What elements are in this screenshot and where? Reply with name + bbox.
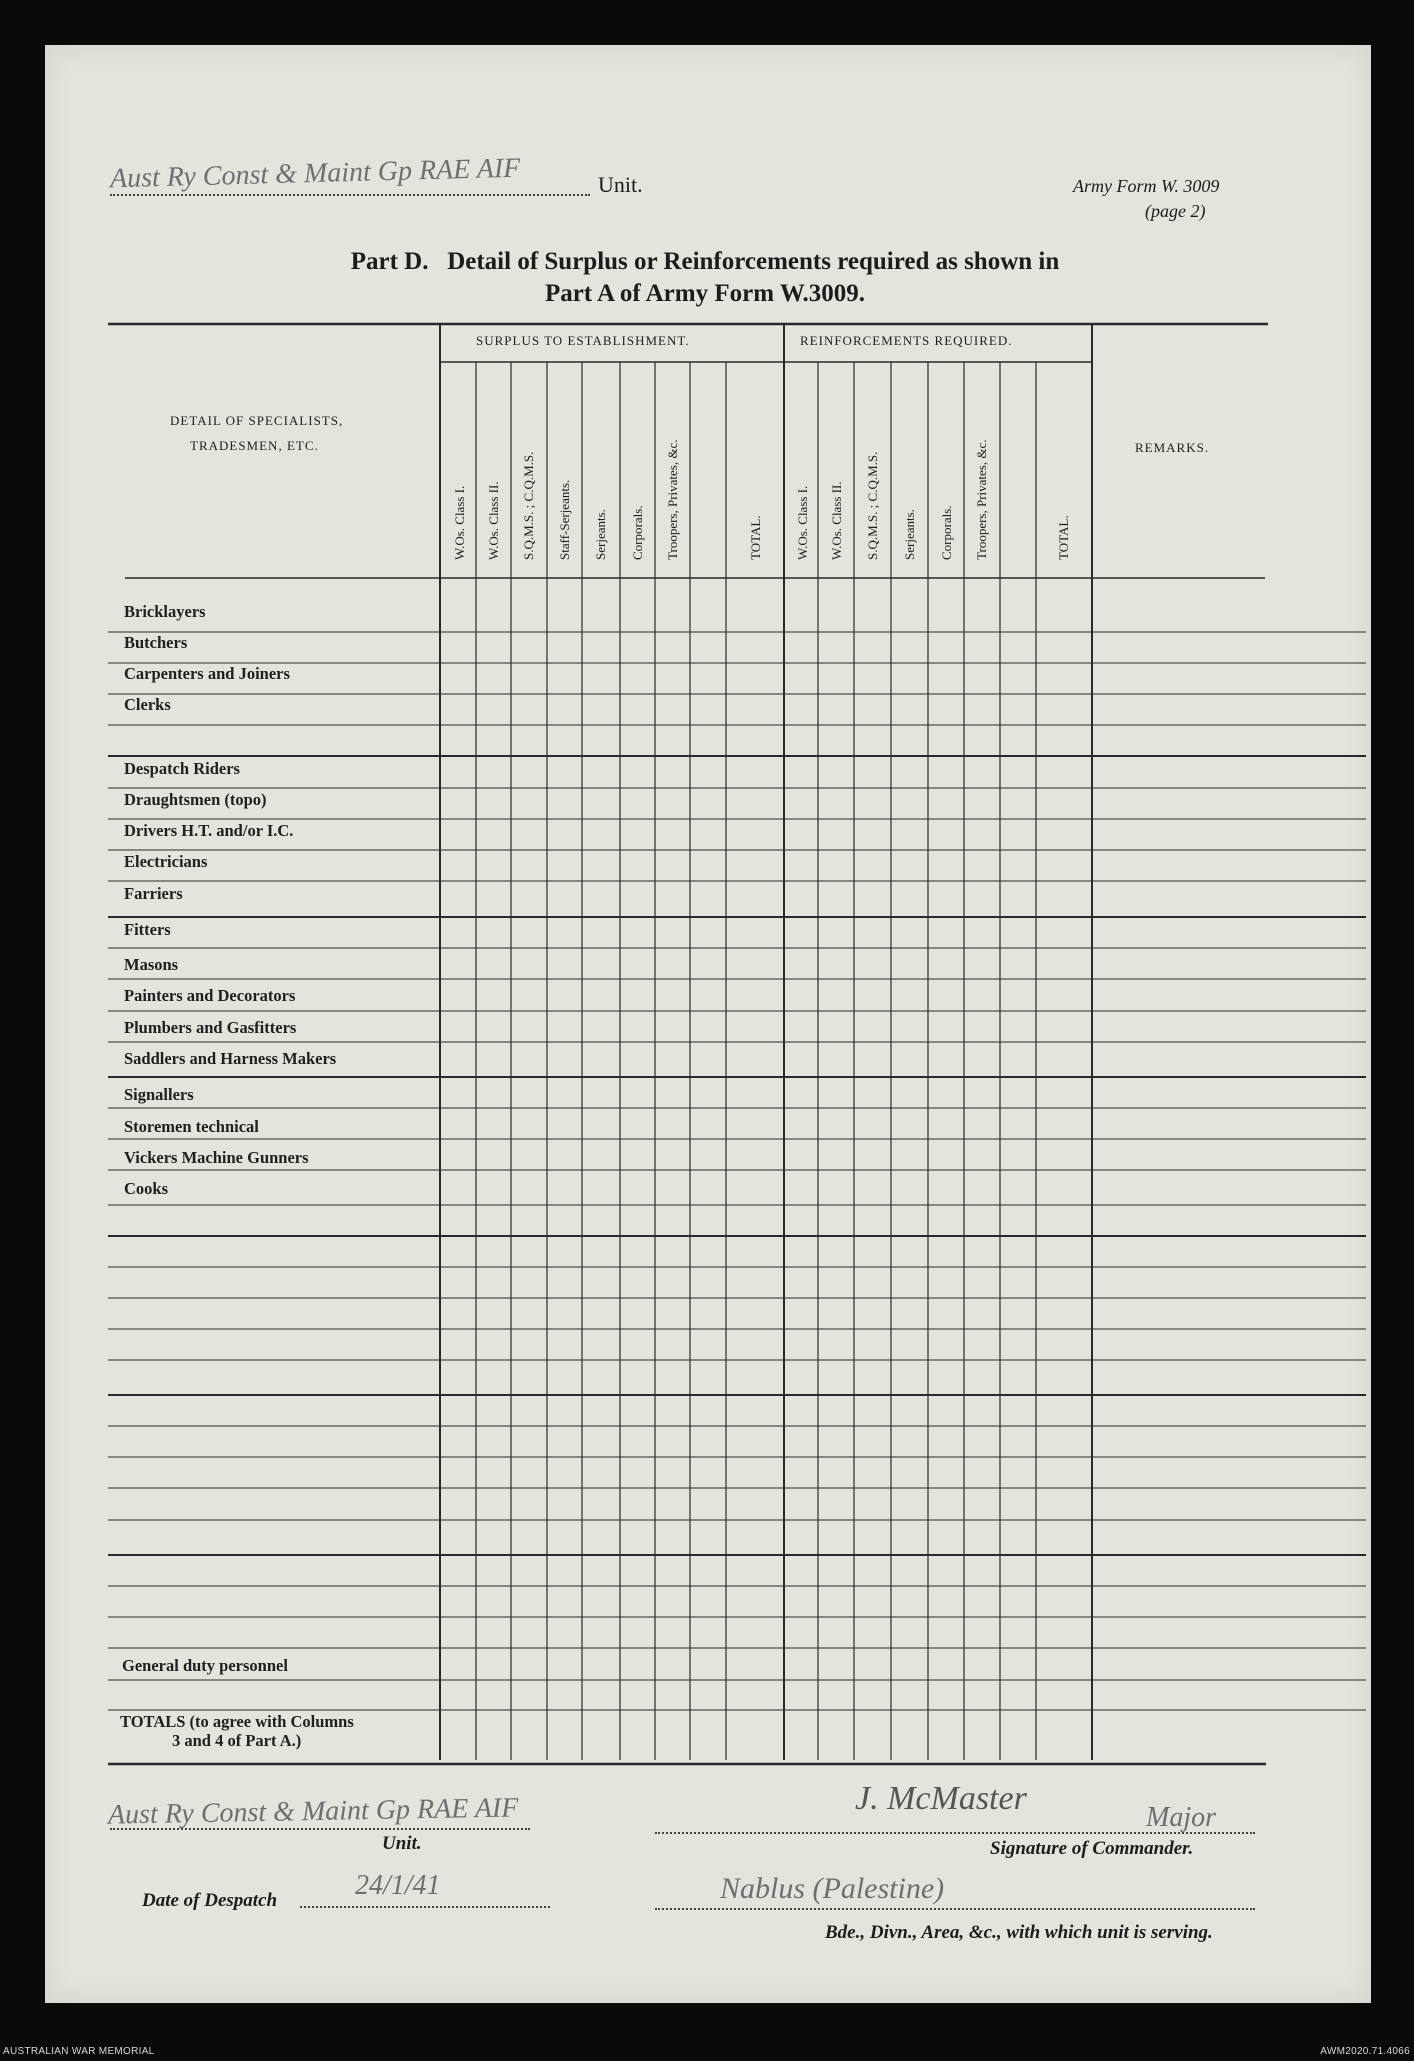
detail-header-2: TRADESMEN, ETC.: [190, 438, 319, 453]
date-line: [300, 1906, 550, 1908]
row-label: Fitters: [124, 920, 171, 939]
unit-handwritten: Aust Ry Const & Maint Gp RAE AIF: [109, 152, 521, 195]
row-label: Saddlers and Harness Makers: [124, 1049, 337, 1068]
row-label: Cooks: [124, 1179, 169, 1198]
reinforcements-header: REINFORCEMENTS REQUIRED.: [800, 333, 1013, 348]
form-title-line2: Part A of Army Form W.3009.: [544, 280, 866, 307]
footer-unit-line: [110, 1828, 530, 1830]
totals-label-line2: 3 and 4 of Part A.): [172, 1731, 302, 1750]
row-label: Masons: [124, 955, 179, 974]
row-label: Butchers: [124, 633, 188, 652]
commander-signature: J. McMaster: [855, 1780, 1027, 1817]
date-handwritten: 24/1/41: [355, 1870, 441, 1901]
location-handwritten: Nablus (Palestine): [720, 1872, 945, 1905]
totals-label-line1: TOTALS (to agree with Columns: [120, 1712, 354, 1731]
row-label: Draughtsmen (topo): [124, 790, 267, 809]
date-label: Date of Despatch: [142, 1890, 278, 1911]
remarks-header: REMARKS.: [1135, 440, 1210, 455]
army-form-label: Army Form W. 3009: [1073, 176, 1220, 196]
location-label: Bde., Divn., Area, &c., with which unit is serving.: [825, 1922, 1213, 1943]
row-label: Carpenters and Joiners: [124, 664, 290, 683]
row-label: Bricklayers: [124, 602, 206, 621]
credit-right: AWM2020.71.4066: [1320, 2046, 1410, 2057]
location-line: [655, 1908, 1255, 1910]
surplus-header: SURPLUS TO ESTABLISHMENT.: [476, 333, 690, 348]
unit-label: Unit.: [598, 172, 643, 197]
row-label: Vickers Machine Gunners: [124, 1148, 309, 1167]
general-duty-label: General duty personnel: [122, 1656, 288, 1675]
footer-unit-label: Unit.: [382, 1833, 422, 1854]
row-label: Clerks: [124, 695, 171, 714]
row-label: Plumbers and Gasfitters: [124, 1018, 297, 1037]
row-label: Despatch Riders: [124, 759, 240, 778]
row-label: Signallers: [124, 1085, 194, 1104]
row-label: Electricians: [124, 852, 208, 871]
credit-left: AUSTRALIAN WAR MEMORIAL: [3, 2046, 155, 2057]
rank-handwritten: Major: [1146, 1802, 1216, 1833]
row-label: Drivers H.T. and/or I.C.: [124, 821, 294, 840]
row-label: Storemen technical: [124, 1117, 259, 1136]
form-title-line1: Part D. Detail of Surplus or Reinforcements required as shown in: [350, 248, 1060, 275]
signature-label: Signature of Commander.: [990, 1838, 1194, 1859]
row-label: Farriers: [124, 884, 183, 903]
detail-header: DETAIL OF SPECIALISTS,: [170, 413, 344, 428]
footer-unit-handwritten: Aust Ry Const & Maint Gp RAE AIF: [107, 1792, 519, 1831]
signature-line: [655, 1832, 1255, 1834]
row-label: Painters and Decorators: [124, 986, 296, 1005]
page-label: (page 2): [1145, 201, 1206, 221]
